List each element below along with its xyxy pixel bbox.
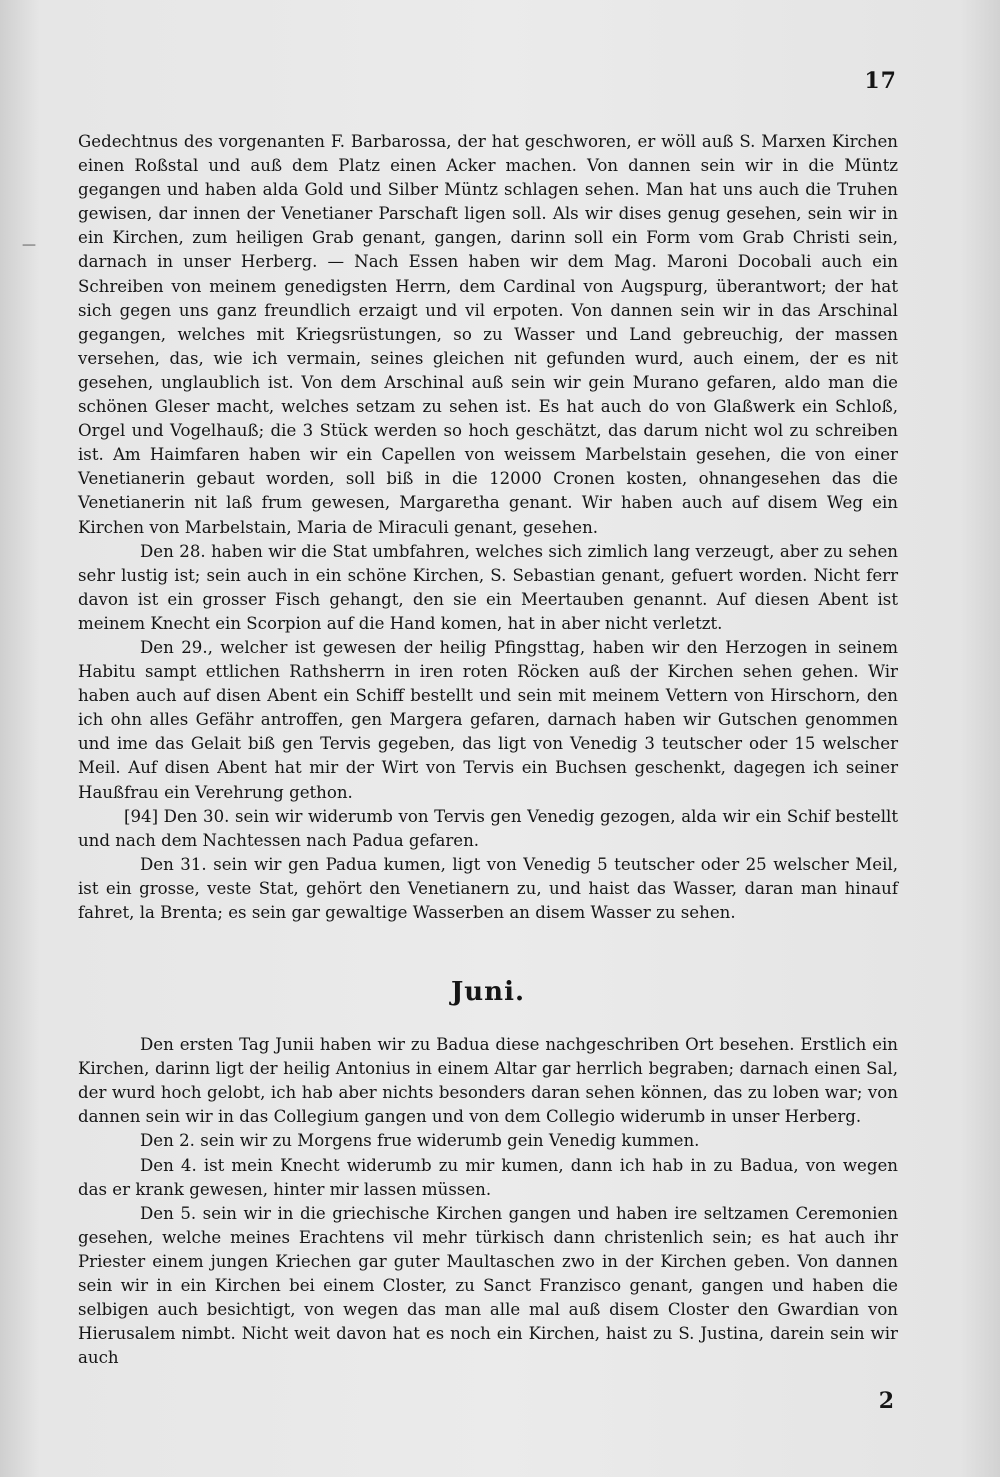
paragraph-3: Den 29., welcher ist gewesen der heilig Pfingsttag, haben wir den Herzogen in seinem Habitu sampt ettlichen Rathsherrn in iren roten Röcken auß der Kirchen sehen gehen. Wir haben auch auf disen Abent ein Schiff bestellt und sein mit meinem Vettern von Hirschorn, den ich ohn alles Gefähr antroffen, gen Margera gefaren, darnach haben wir Gutschen genommen und ime das Gelait biß gen Tervis gegeben, das ligt von Venedig 3 teutscher oder 15 welscher Meil. Auf disen Abent hat mir der Wirt von Tervis ein Buchsen geschenkt, dagegen ich seiner Haußfrau ein Verehrung gethon. (78, 637, 898, 802)
paragraph-2: Den 28. haben wir die Stat umbfahren, welches sich zimlich lang verzeugt, aber zu sehen sehr lustig ist; sein auch in ein schöne Kirchen, S. Sebastian genant, gefuert worden. Nicht ferr davon ist ein grosser Fisch gehangt, den sie ein Meertauben genannt. Auf diesen Abent ist meinem Knecht ein Scorpion auf die Hand komen, hat in aber nicht verletzt. (78, 541, 898, 633)
margin-dash: — (22, 237, 36, 253)
paragraph-4 (78, 805, 898, 853)
section-heading: Juni. (450, 977, 526, 1008)
paragraph-9: Den 5. sein wir in die griechische Kirchen gangen und haben ire seltzamen Ceremonien gesehen, welche meines Erachtens vil mehr türkisch dann christenlich sein; es hat auch ihr Priester einem jungen Kriechen gar guter Maultaschen zwo in der Kirchen geben. Von dannen sein wir in ein Kirchen bei einem Closter, zu Sanct Franzisco genant, gangen und haben die selbigen auch besichtigt, von wegen das man alle mal auß disem Closter den Gwardian von Hierusalem nimbt. Nicht weit davon hat es noch ein Kirchen, haist zu S. Justina, darein sein wir auch (78, 1203, 898, 1368)
signature-mark: 2 (878, 1388, 894, 1414)
paragraph-4-text: Den 30. sein wir widerumb von Tervis gen Venedig gezogen, alda wir ein Schif bestellt und nach dem Nachtessen nach Padua gefaren. (78, 806, 899, 850)
paragraph-6: Den ersten Tag Junii haben wir zu Badua diese nachgeschriben Ort besehen. Erstlich ein Kirchen, darinn ligt der heilig Antonius in einem Altar gar herrlich begraben; darnach einen Sal, der wurd hoch gelobt, ich hab aber nichts besonders daran sehen können, das zu loben war; von dannen sein wir in das Collegium gangen und von dem Collegio widerumb in unser Herberg. (78, 1035, 898, 1127)
paragraph-7: Den 2. sein wir zu Morgens frue widerumb gein Venedig kummen. (140, 1131, 700, 1151)
page-number: 17 (864, 68, 897, 94)
margin-note: [94] (124, 806, 159, 826)
paragraph-1: Gedechtnus des vorgenanten F. Barbarossa, der hat geschworen, er wöll auß S. Marxen Kirchen einen Roßstal und auß dem Platz einen Acker machen. Von dannen sein wir in die Müntz gegangen und haben alda Gold und Silber Müntz schlagen sehen. Man hat uns auch die Truhen gewisen, dar innen der Venetianer Parschaft ligen soll. Als wir dises genug gesehen, sein wir in ein Kirchen, zum heiligen Grab genant, gangen, darinn soll ein Form vom Grab Christi sein, darnach in unser Herberg. — Nach Essen haben wir dem Mag. Maroni Docobali auch ein Schreiben von meinem genedigsten Herrn, dem Cardinal von Augspurg, überantwort; der hat sich gegen uns ganz freundlich erzaigt und vil erpoten. Von dannen sein wir in das Arschinal gegangen, welches mit Kriegsrüstungen, so zu Wasser und Land gebreuchig, der massen versehen, das, wie ich vermain, seines gleichen nit gefunden wurd, auch einem, der es nit gesehen, unglaublich ist. Von dem Arschinal auß sein wir gein Murano gefaren, aldo man die schönen Gleser macht, welches setzam zu sehen ist. Es hat auch do von Glaßwerk ein Schloß, Orgel und Vogelhauß; die 3 Stück werden so hoch geschätzt, das darum nicht wol zu schreiben ist. Am Haimfaren haben wir ein Capellen von weissem Marbelstain gesehen, die von einer Venetianerin gebaut worden, soll biß in die 12000 Cronen kosten, ohnangesehen das die Venetianerin nit laß frum gewesen, Margaretha genant. Wir haben auch auf disem Weg ein Kirchen von Marbelstain, Maria de Miraculi genant, gesehen. (78, 132, 898, 537)
paragraph-5: Den 31. sein wir gen Padua kumen, ligt von Venedig 5 teutscher oder 25 welscher Meil, ist ein grosse, veste Stat, gehört den Venetianern zu, und haist das Wasser, daran man hinauf fahret, la Brenta; es sein gar gewaltige Wasserben an disem Wasser zu sehen. (78, 854, 898, 922)
paragraph-8: Den 4. ist mein Knecht widerumb zu mir kumen, dann ich hab in zu Badua, von wegen das er krank gewesen, hinter mir lassen müssen. (78, 1155, 898, 1199)
body-text (78, 130, 898, 1370)
